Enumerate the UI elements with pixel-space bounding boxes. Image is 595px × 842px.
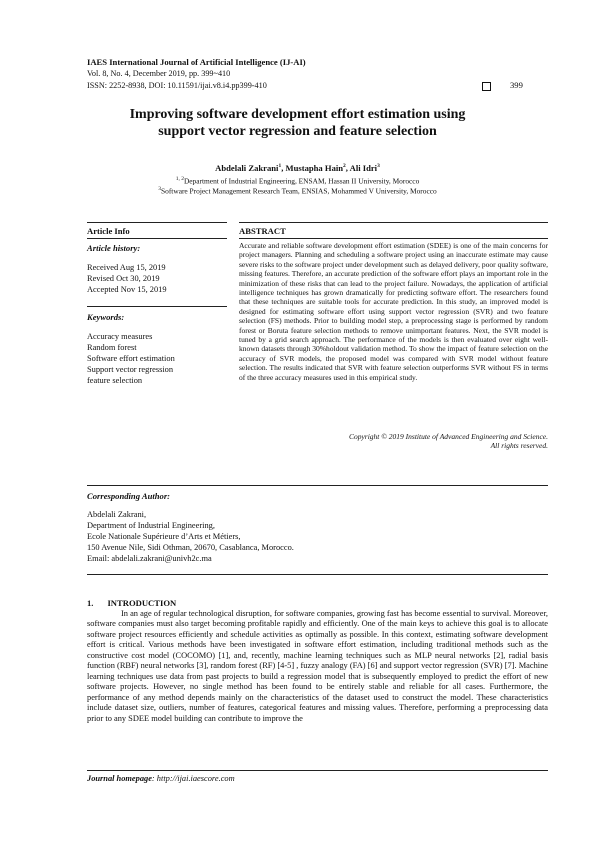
divider <box>87 574 548 575</box>
copyright-line-2: All rights reserved. <box>490 441 548 451</box>
divider <box>87 306 227 307</box>
keyword: Random forest <box>87 343 137 352</box>
history-revised: Revised Oct 30, 2019 <box>87 274 160 283</box>
author-separator: , <box>345 163 350 173</box>
issn-doi: ISSN: 2252-8938, DOI: 10.11591/ijai.v8.i4.pp399-410 <box>87 81 267 90</box>
volume-info: Vol. 8, No. 4, December 2019, pp. 399~410 <box>87 69 231 78</box>
author-2-sup: 2 <box>343 163 346 170</box>
divider <box>239 238 548 239</box>
affiliation-2 <box>60 186 535 195</box>
homepage-url[interactable]: : http://ijai.iaescore.com <box>151 774 235 783</box>
affiliation-1-text: Department of Industrial Engineering, ENSAM, Hassan II University, Morocco <box>183 176 420 186</box>
introduction-paragraph <box>87 609 548 724</box>
author-2: Mustapha Hain <box>285 163 344 173</box>
keyword: feature selection <box>87 376 143 385</box>
article-history-heading: Article history: <box>87 243 141 253</box>
journal-name: IAES International Journal of Artificial Intelligence (IJ-AI) <box>87 57 306 67</box>
author-list <box>60 163 535 173</box>
corresponding-line: Department of Industrial Engineering, <box>87 521 215 530</box>
title-line-2: support vector regression and feature selection <box>158 124 437 139</box>
copyright-line-1: Copyright © 2019 Institute of Advanced Engineering and Science. <box>348 432 548 441</box>
history-accepted: Accepted Nov 15, 2019 <box>87 285 167 294</box>
article-info-heading: Article Info <box>87 226 130 236</box>
abstract-text: Accurate and reliable software development effort estimation (SDEE) is one of the main concerns for project managers. Planning and scheduling a software project using an inaccurate estimate may cause severe risks to the software project under development such as delayed delivery, poor quality software, missing features. Therefore, an accurate prediction of the software effort plays an important role in the minimization of these risks that can lead to the project failure. Nowadays, the application of artificial intelligence techniques has grown dramatically for predicting software effort. The researchers found that these techniques are suitable tools for accurate prediction. In this study, an improved model is designed for estimating software effort using support vector regression (SVR) and two feature selection (FS) methods. Prior to building model step, a preprocessing stage is performed by random forest or Boruta feature selection methods to remove unimportant features. Next, the SVR model is tuned by a grid search approach. The performance of the models is then evaluated over eight well-known datasets through 30%holdout validation method. To show the impact of feature selection on the accuracy of SVR models, the proposed model was compared with SVR model without feature selection. The results indicated that SVR with feature selection outperforms SVR without FS in terms of the three accuracy measures used in this empirical study. <box>239 241 548 382</box>
abstract-heading: ABSTRACT <box>239 226 286 236</box>
footer-divider <box>87 770 548 771</box>
section-heading <box>87 598 176 608</box>
affiliation-2-text: Software Project Management Research Team, ENSIAS, Mohammed V University, Morocco <box>161 186 437 196</box>
introduction-text: In an age of regular technological disruption, for software companies, growing fast has become essential to survival. Moreover, software companies must also target becoming profitable rapidly and efficiently. One of the main keys to achieve this goal is to allocate software project resources efficiently and schedule activities as optimally as possible. In this context, estimating software development effort is critical. Various methods have been investigated in software effort estimation, including traditional methods such as the constructive cost model (COCOMO) [1], and, recently, machine learning techniques such as MLP neural networks [2], radial basis function (RBF) neural networks [3], random forest (RF) [4-5] , fuzzy analogy (FA) [6] and support vector regression (SVR) [7]. Machine learning techniques use data from past projects to build a regression model that is subsequently employed to predict the effort of new software projects. However, no single method has been found to be entirely stable and reliable for all cases. Furthermore, the performance of any method depends mainly on the characteristics of the dataset used to construct the model. These characteristics include dataset size, outliers, number of features, categorical features and missing values. Therefore, performing a preprocessing data prior to any SDEE model building can contribute to improve the <box>87 609 548 723</box>
section-title: INTRODUCTION <box>107 598 177 608</box>
affiliation-1 <box>60 176 535 185</box>
author-3: Ali Idri <box>349 163 378 173</box>
page-number: 399 <box>510 80 523 90</box>
keyword: Software effort estimation <box>87 354 175 363</box>
affiliation-2-sup: 3 <box>158 186 162 192</box>
copyright-notice <box>239 432 548 451</box>
keyword: Support vector regression <box>87 365 174 374</box>
author-3-sup: 3 <box>377 163 380 170</box>
keywords-heading: Keywords: <box>87 312 125 322</box>
history-received: Received Aug 15, 2019 <box>87 263 166 272</box>
divider <box>87 238 227 239</box>
divider <box>87 485 548 486</box>
section-number: 1. <box>87 598 94 608</box>
divider <box>87 222 227 223</box>
divider <box>239 222 548 223</box>
corresponding-line: Abdelali Zakrani, <box>87 510 147 519</box>
corresponding-line: 150 Avenue Nile, Sidi Othman, 20670, Casablanca, Morocco. <box>87 543 294 552</box>
corresponding-email: Email: abdelali.zakrani@univh2c.ma <box>87 554 212 563</box>
keyword: Accuracy measures <box>87 332 153 341</box>
author-1: Abdelali Zakrani <box>215 163 279 173</box>
corresponding-line: Ecole Nationale Supérieure d’Arts et Métiers, <box>87 532 241 541</box>
journal-homepage <box>87 774 235 783</box>
author-separator: , <box>281 163 286 173</box>
corresponding-author-heading: Corresponding Author: <box>87 491 171 501</box>
author-1-sup: 1 <box>278 163 282 170</box>
homepage-label: Journal homepage <box>87 774 152 783</box>
paper-title <box>60 106 535 140</box>
affiliation-1-sup: 1, 2 <box>175 176 184 182</box>
square-icon <box>482 82 491 91</box>
title-line-1: Improving software development effort estimation using <box>129 107 466 122</box>
